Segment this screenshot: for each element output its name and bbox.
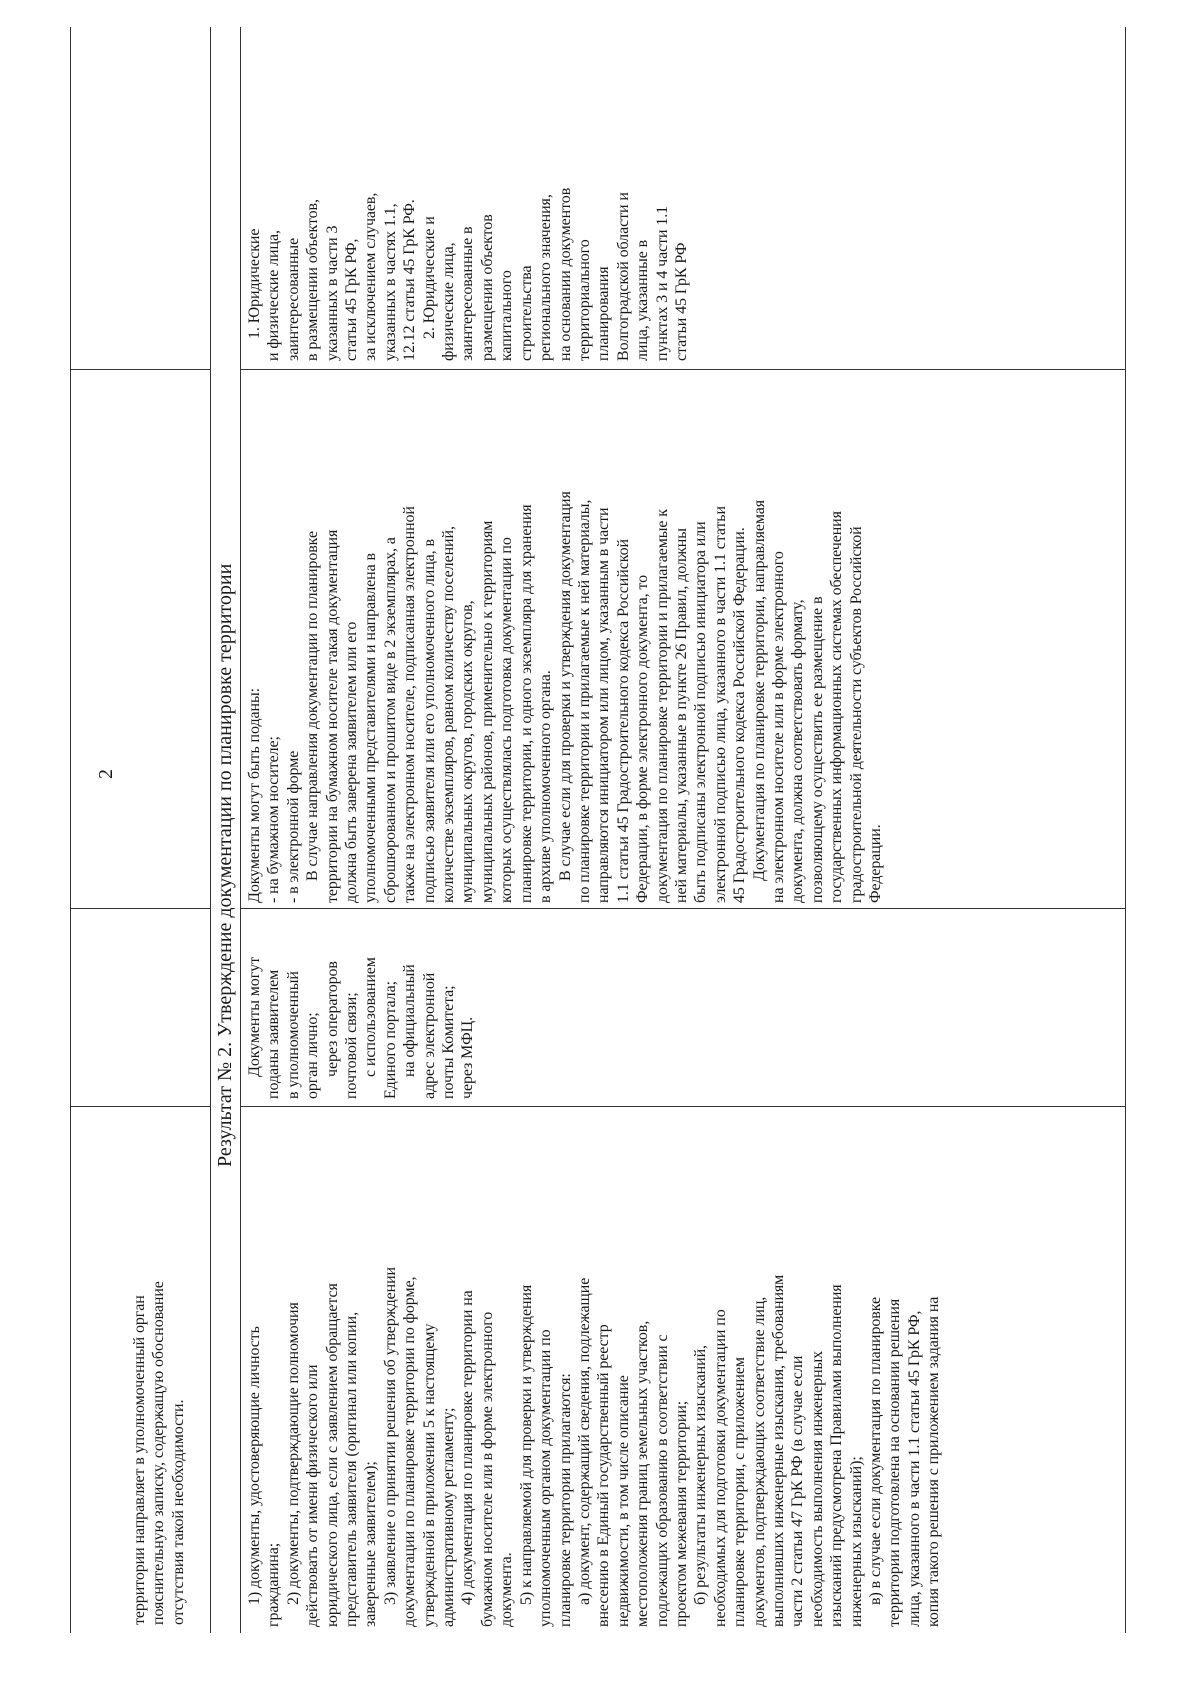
text-line: необходимых для подготовки документации по — [711, 1309, 729, 1627]
text-line: статьи 45 ГрК РФ, — [343, 238, 361, 361]
page-number: 2 — [95, 769, 117, 779]
text-line: регионального значения, — [537, 194, 555, 361]
text-line: Документация по планировке территории, направляемая — [750, 499, 768, 881]
text-line: В случае направления документации по планировке — [304, 531, 322, 881]
text-line: строительства — [517, 265, 535, 361]
text-line: направляются инициатором или лицом, указанным в части — [595, 507, 613, 903]
table-bottom-border — [1125, 27, 1126, 1633]
text-line: гражданина; — [265, 1542, 283, 1627]
text-line: бумажном носителе или в форме электронного — [478, 1311, 496, 1627]
text-line: документа. — [498, 1552, 516, 1627]
text-line: подлежащих образованию в соответствии с — [653, 1334, 671, 1627]
text-line: капитального — [498, 270, 516, 361]
text-line: действовать от имени физического или — [304, 1364, 322, 1627]
text-line: сброшюрованном и прошитом виде в 2 экземплярах, а — [381, 537, 399, 903]
text-line: планировке территории прилагаются: — [556, 1373, 574, 1627]
text-line: физические лица, — [440, 242, 458, 361]
text-line: за исключением случаев, — [362, 192, 380, 361]
text-line: лица, указанного в части 1.1 статьи 45 ГрК РФ, — [905, 1310, 923, 1627]
text-line: территории направляет в уполномоченный орган — [131, 1295, 148, 1625]
result-heading: Результат № 2. Утверждение документации по планировке территории — [214, 563, 236, 1167]
text-line: 2. Юридические и — [420, 216, 438, 339]
table-column-divider — [240, 1106, 1125, 1107]
required-documents-cell — [245, 1267, 944, 1627]
table-top-border — [70, 27, 71, 1633]
text-line: на основании документов — [556, 187, 574, 361]
text-line: документация по планировке территории и прилагаемые к — [653, 509, 671, 903]
text-line: Единого портала; — [381, 981, 399, 1099]
table-column-divider — [70, 1106, 210, 1107]
text-line: 3) заявление о принятии решения об утверждении — [381, 1266, 399, 1605]
table-column-divider — [240, 908, 1125, 909]
text-line: с использованием — [362, 957, 380, 1077]
submission-forms-cell — [245, 491, 885, 903]
text-line: поданы заявителем — [265, 969, 283, 1099]
text-line: заинтересованные в — [459, 226, 477, 361]
table-column-divider — [70, 908, 210, 909]
text-line: на официальный — [401, 964, 419, 1077]
text-line: Документы могут быть поданы: — [246, 688, 263, 903]
text-line: орган лично; — [304, 1012, 322, 1099]
text-line: представитель заявителя (оригинал или копии, — [343, 1312, 361, 1627]
text-line: размещении объектов — [478, 214, 496, 361]
table-row-divider — [210, 27, 211, 1633]
text-line: документов, подтверждающих соответствие лиц, — [750, 1296, 768, 1627]
text-line: указанных в части 3 — [323, 225, 341, 361]
text-line: части 2 статьи 47 ГрК РФ (в случае если — [789, 1355, 807, 1627]
text-line: по планировке территории и прилагаемые к ней материалы, — [575, 499, 593, 903]
text-line: Волгоградской области и — [614, 192, 632, 361]
text-line: количестве экземпляров, равном количеству поселений, — [440, 526, 458, 903]
text-line: документа, должна соответствовать формату, — [789, 599, 807, 903]
text-line: планировке территории, с приложением — [731, 1357, 749, 1627]
text-line: документации по планировке территории по форме, — [401, 1276, 419, 1627]
text-line: электронной подписью лица, указанного в части 1.1 статьи — [711, 506, 729, 903]
text-line: в уполномоченный — [284, 971, 302, 1099]
text-line: местоположения границ земельных участков, — [634, 1320, 652, 1627]
text-line: а) документ, содержащий сведения, подлежащие — [575, 1277, 593, 1605]
text-line: б) результаты инженерных изысканий, — [692, 1345, 710, 1605]
text-line: изысканий предусмотрена Правилами выполнения — [828, 1284, 846, 1627]
text-line: на электронном носителе или в форме электронного — [769, 551, 787, 903]
text-line: через МФЦ. — [459, 1017, 477, 1099]
text-line: 2) документы, подтверждающие полномочия — [284, 1302, 302, 1605]
text-line: копия такого решения с приложением задания на — [925, 1296, 943, 1627]
text-line: указанных в частях 1.1, — [381, 203, 399, 361]
text-line: уполномоченными представителями и направлена в — [362, 553, 380, 903]
text-line: административному регламенту; — [440, 1407, 458, 1627]
text-line: территории подготовлена на основании решения — [886, 1298, 904, 1627]
text-line: необходимость выполнения инженерных — [808, 1350, 826, 1627]
text-line: быть подписаны электронной подписью инициатора или — [692, 521, 710, 903]
text-line: заинтересованные — [284, 237, 302, 361]
text-line: недвижимости, в том числе описание — [614, 1375, 632, 1627]
text-line: 1.1 статьи 45 Градостроительного кодекса Российской — [614, 539, 632, 903]
applicants-cell — [245, 188, 691, 361]
text-line: юридического лица, если с заявлением обращается — [323, 1283, 341, 1627]
text-line: - на бумажном носителе; — [265, 736, 283, 903]
text-line: отсутствия такой необходимости. — [169, 1399, 187, 1625]
text-line: внесению в Единый государственный реестр — [595, 1324, 613, 1627]
text-line: лица, указанные в — [634, 239, 652, 361]
text-line: проектом межевания территории; — [672, 1400, 690, 1627]
text-line: В случае если для проверки и утверждения документация — [556, 491, 574, 881]
text-line: адрес электронной — [420, 972, 438, 1099]
text-line: и физические лица, — [265, 230, 283, 361]
text-line: планировке территории, и одного экземпляра для хранения — [517, 504, 535, 903]
text-line: почты Комитета; — [440, 985, 458, 1099]
text-line: Федерации. — [867, 824, 884, 903]
text-line: 12.12 статьи 45 ГрК РФ. — [401, 199, 419, 361]
text-line: пунктах 3 и 4 части 1.1 — [653, 205, 671, 361]
text-line: территориального — [575, 239, 593, 361]
text-line: почтовой связи; — [343, 992, 361, 1099]
text-line: государственных информационных системах обеспечения — [828, 511, 846, 903]
submission-methods-cell — [245, 957, 478, 1099]
table-column-divider — [70, 369, 210, 370]
text-line: в архиве уполномоченного органа. — [537, 670, 555, 903]
text-line: муниципальных округов, городских округов, — [459, 600, 477, 903]
text-line: муниципальных районов, применительно к территориям — [478, 520, 496, 903]
text-line: также на электронном носителе, подписанная электронной — [401, 506, 419, 903]
text-line: подписью заявителя или его уполномоченного лица, в — [420, 539, 438, 903]
text-line: градостроительной деятельности субъектов Российской — [847, 526, 865, 903]
text-line: территории на бумажном носителе такая документация — [323, 529, 341, 903]
text-line: выполнивших инженерные изыскания, требованиям — [769, 1274, 787, 1627]
text-line: 1. Юридические — [246, 228, 263, 339]
text-line: 45 Градостроительного кодекса Российской Федерации. — [731, 527, 749, 903]
text-line: в размещении объектов, — [304, 199, 322, 361]
table-column-divider — [240, 369, 1125, 370]
text-line: заверенные заявителем); — [362, 1461, 380, 1627]
text-line: утвержденной в приложении 5 к настоящему — [420, 1323, 438, 1627]
text-line: Документы могут — [246, 957, 263, 1077]
text-line: ней материалы, указанные в пункте 26 Правил, должны — [672, 528, 690, 903]
text-line: статьи 45 ГрК РФ — [672, 242, 690, 361]
text-line: - в электронной форме — [284, 750, 302, 903]
text-line: 5) к направляемой для проверки и утверждения — [517, 1284, 535, 1605]
text-line: должна быть заверена заявителем или его — [343, 621, 361, 903]
text-line: позволяющему осуществить ее размещение в — [808, 596, 826, 903]
top-row-text — [130, 1281, 188, 1625]
text-line: в) в случае если документация по планировке — [867, 1296, 884, 1605]
text-line: которых осуществлялась подготовка документации по — [498, 537, 516, 903]
text-line: инженерных изысканий); — [847, 1456, 865, 1627]
table-row-divider — [240, 27, 241, 1633]
text-line: 1) документы, удостоверяющие личность — [246, 1326, 263, 1605]
text-line: через операторов — [323, 961, 341, 1077]
text-line: Федерации, в форме электронного документа, то — [634, 574, 652, 903]
text-line: пояснительную записку, содержащую обоснование — [150, 1281, 168, 1625]
text-line: планирования — [595, 266, 613, 361]
text-line: 4) документация по планировке территории на — [459, 1290, 477, 1605]
text-line: уполномоченным органом документации по — [537, 1329, 555, 1627]
